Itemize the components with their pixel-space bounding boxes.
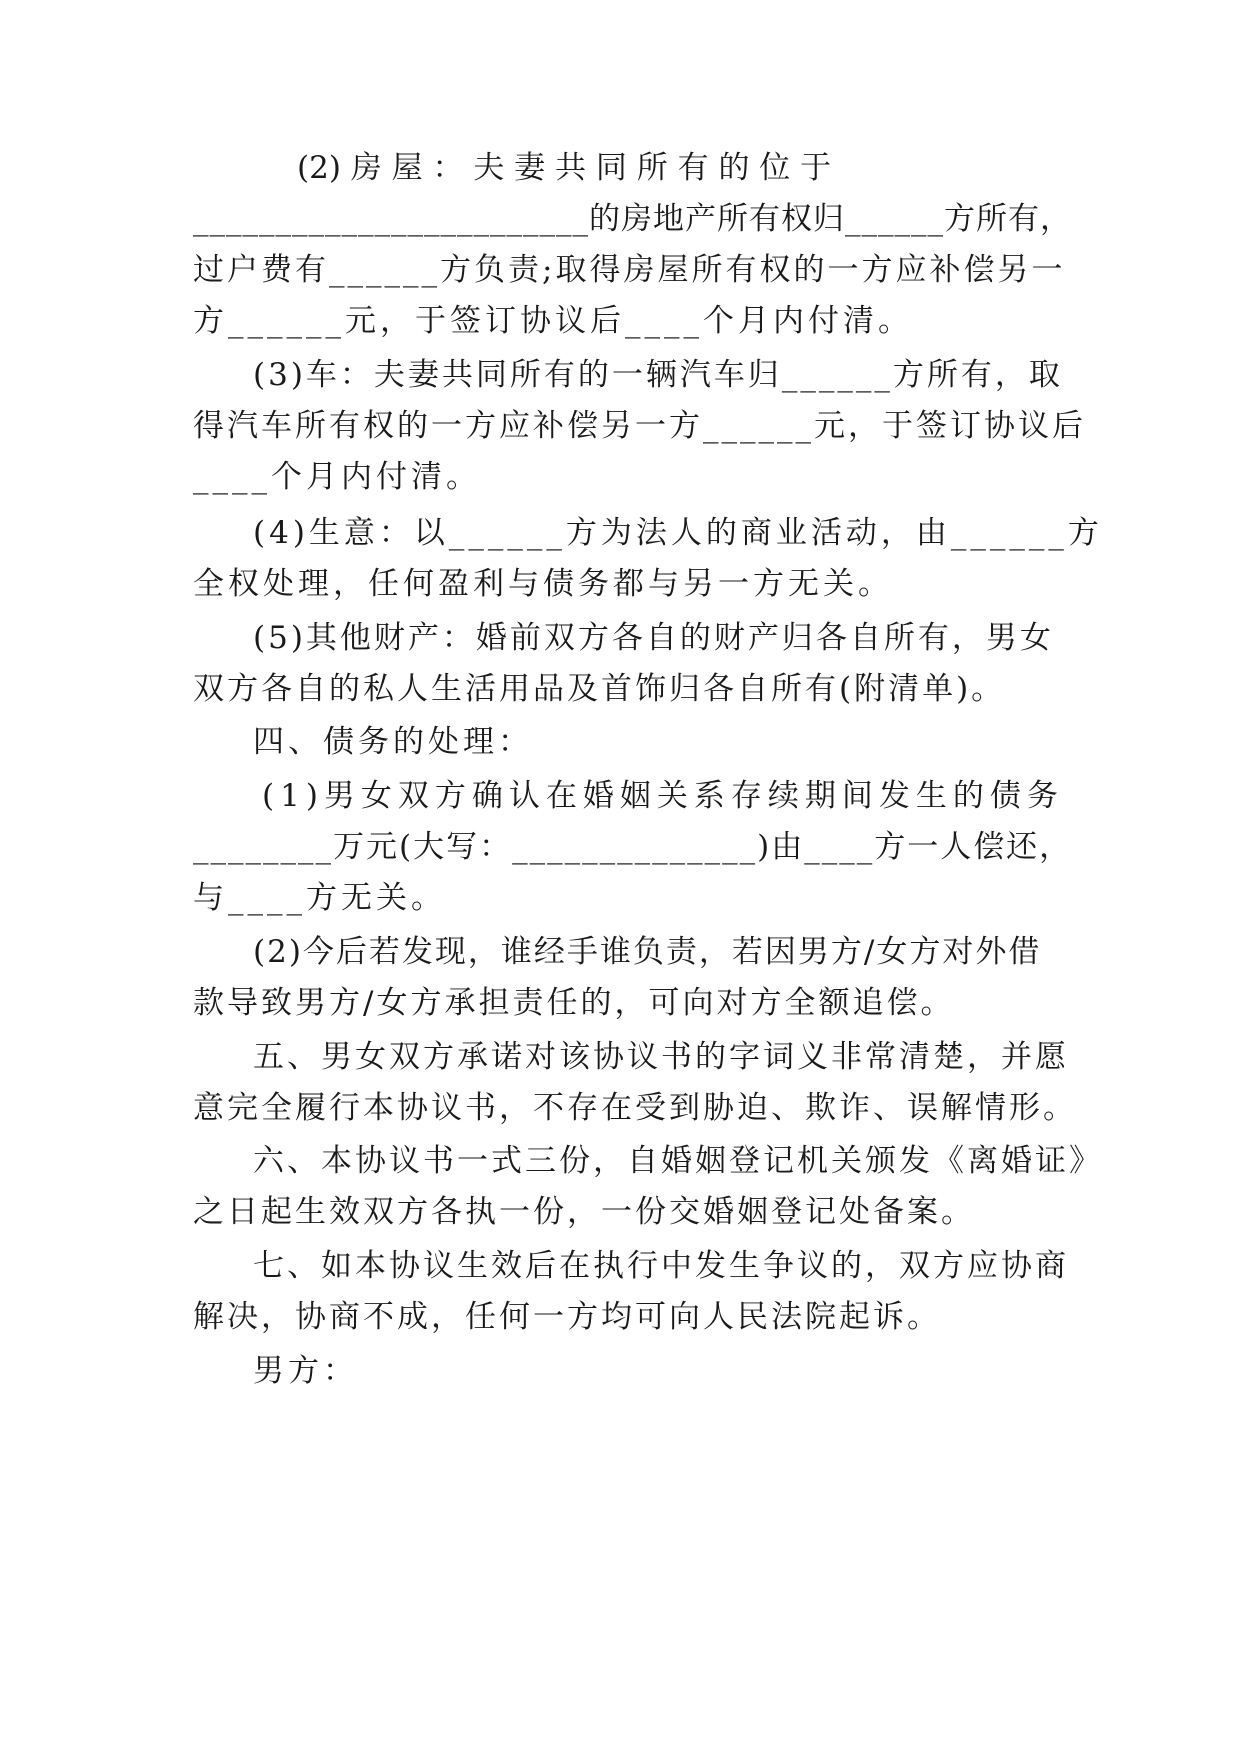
section-debt-heading: 四、债务的处理： xyxy=(253,724,533,760)
clause-debt-1-line-2: ________万元(大写：______________)由____方一人偿还， xyxy=(193,829,1073,865)
clause-five-line-2: 意完全履行本协议书，不存在受到胁迫、欺诈、误解情形。 xyxy=(193,1090,1077,1126)
clause-debt-2-line-2: 款导致男方/女方承担责任的，可向对方全额追偿。 xyxy=(193,985,955,1021)
clause-debt-1-line-3: 与____方无关。 xyxy=(193,880,446,916)
clause-business-line-1: (4)生意：以______方为法人的商业活动，由______方 xyxy=(253,515,1103,551)
clause-car-line-3: ____个月内付清。 xyxy=(193,459,481,495)
clause-car-line-2: 得汽车所有权的一方应补偿另一方______元，于签订协议后 xyxy=(193,408,1086,444)
signature-male-label: 男方： xyxy=(253,1353,358,1389)
clause-car-line-1: (3)车：夫妻共同所有的一辆汽车归______方所有，取 xyxy=(253,357,1063,393)
clause-house-line-1: (2) 房 屋 ： 夫 妻 共 同 所 有 的 位 于 xyxy=(297,150,832,186)
clause-six-line-1: 六、本协议书一式三份，自婚姻登记机关颁发《离婚证》 xyxy=(253,1143,1103,1179)
clause-seven-line-2: 解决，协商不成，任何一方均可向人民法院起诉。 xyxy=(193,1299,941,1335)
clause-business-line-2: 全权处理，任何盈利与债务都与另一方无关。 xyxy=(193,566,893,602)
clause-house-line-2: ________________________的房地产所有权归______方所有， xyxy=(193,201,1072,237)
clause-seven-line-1: 七、如本协议生效后在执行中发生争议的，双方应协商 xyxy=(253,1248,1069,1284)
clause-house-line-4: 方______元，于签订协议后____个月内付清。 xyxy=(193,303,913,339)
clause-other-property-line-2: 双方各自的私人生活用品及首饰归各自所有(附清单)。 xyxy=(193,671,1006,707)
clause-debt-2-line-1: (2)今后若发现，谁经手谁负责，若因男方/女方对外借 xyxy=(253,934,1042,970)
clause-five-line-1: 五、男女双方承诺对该协议书的字词义非常清楚，并愿 xyxy=(253,1039,1069,1075)
clause-house-line-3: 过户费有______方负责;取得房屋所有权的一方应补偿另一 xyxy=(193,252,1066,288)
clause-debt-1-line-1: (1)男女双方确认在婚姻关系存续期间发生的债务 xyxy=(262,778,1064,814)
clause-other-property-line-1: (5)其他财产：婚前双方各自的财产归各自所有，男女 xyxy=(253,620,1054,656)
clause-six-line-2: 之日起生效双方各执一份，一份交婚姻登记处备案。 xyxy=(193,1194,975,1230)
